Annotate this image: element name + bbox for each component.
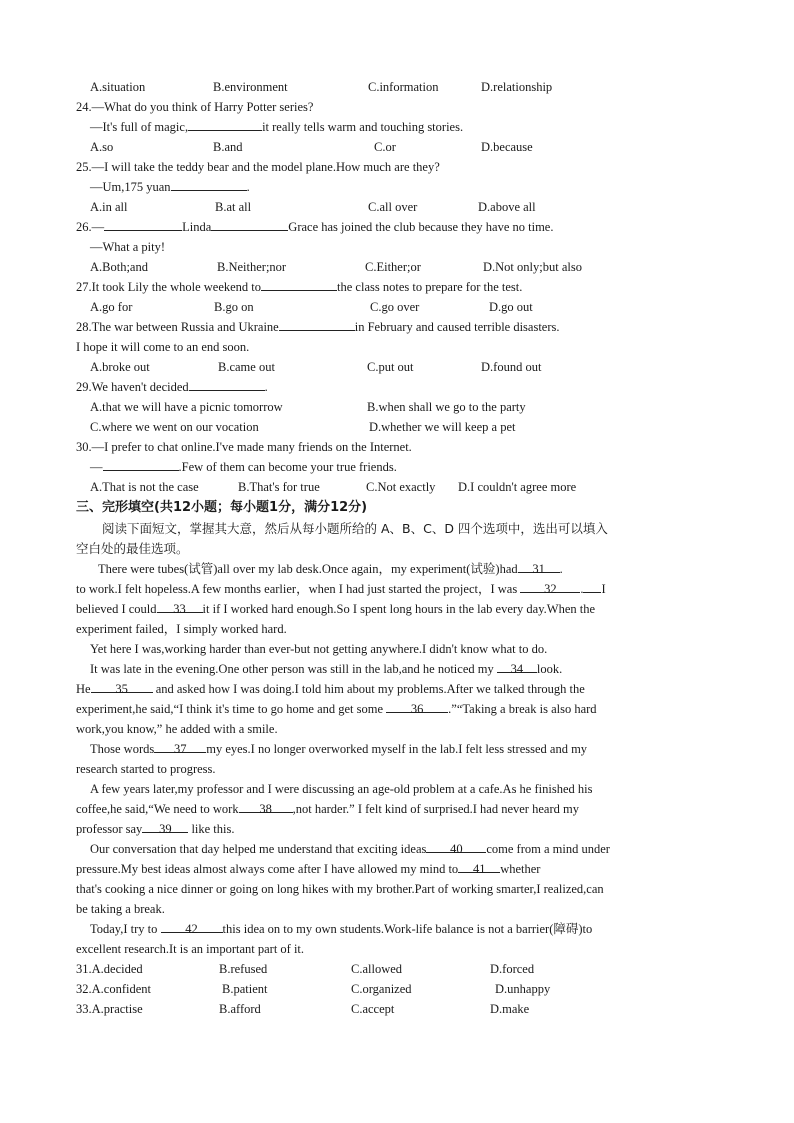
option-b: B.Neither;nor bbox=[217, 260, 287, 274]
passage-text: pressure.My best ideas almost always come after I have allowed my mind to bbox=[76, 862, 459, 876]
q26-stem bbox=[76, 217, 676, 237]
passage-text: this idea on to my own students.Work-life balance is not a barrier(障碍)to bbox=[222, 922, 593, 936]
blank-34: 34 bbox=[497, 659, 537, 673]
q28-stem-a: 28.The war between Russia and Ukraine bbox=[76, 320, 279, 334]
option-a: A.go for bbox=[90, 300, 133, 314]
answer-blank bbox=[189, 377, 265, 391]
blank-42: 42 bbox=[161, 919, 223, 933]
q29-options-row2 bbox=[76, 417, 676, 437]
option-c: C.information bbox=[368, 80, 439, 94]
passage-text: professor say bbox=[76, 822, 143, 836]
passage-text: experiment,he said,“I think it's time to go home and get some bbox=[76, 702, 384, 716]
passage-line: that's cooking a nice dinner or going on long hikes with my brother.Part of working smarter,I realized,can bbox=[76, 882, 604, 896]
passage-line: excellent research.It is an important part of it. bbox=[76, 942, 305, 956]
blank-33: 33 bbox=[157, 599, 203, 613]
passage-text: Our conversation that day helped me understand that exciting ideas bbox=[90, 842, 427, 856]
passage-line: Yet here I was,working harder than ever-but not getting anywhere.I didn't know what to do. bbox=[90, 642, 548, 656]
q26-stem-b: Linda bbox=[182, 220, 212, 234]
passage-text: it if I worked hard enough.So I spent long hours in the lab every day.When the bbox=[202, 602, 596, 616]
passage-text: and asked how I was doing.I told him about my problems.After we talked through the bbox=[155, 682, 585, 696]
passage-line: A few years later,my professor and I were discussing an age-old problem at a cafe.As he finished his bbox=[90, 782, 593, 796]
blank-41: 41 bbox=[458, 859, 500, 873]
q29-options-row1 bbox=[76, 397, 676, 417]
option-d: D.because bbox=[481, 140, 533, 154]
q25-options bbox=[76, 197, 676, 217]
option-b: B.environment bbox=[213, 80, 288, 94]
passage-line bbox=[76, 599, 676, 619]
passage-line bbox=[76, 659, 676, 679]
q30-reply bbox=[76, 457, 676, 477]
option-c: C.go over bbox=[370, 300, 420, 314]
option-b: B.and bbox=[213, 140, 243, 154]
blank-32: 32 bbox=[520, 579, 580, 593]
passage-line bbox=[76, 699, 676, 719]
answer-blank bbox=[211, 217, 288, 231]
option-a: A.Both;and bbox=[90, 260, 148, 274]
option-d: D.found out bbox=[481, 360, 542, 374]
exam-page bbox=[76, 77, 676, 1019]
q25-reply-b: . bbox=[246, 180, 250, 194]
option-a: A.broke out bbox=[90, 360, 150, 374]
q33-options bbox=[76, 999, 676, 1019]
passage-line: experiment failed，I simply worked hard. bbox=[76, 622, 287, 636]
option-a: A.that we will have a picnic tomorrow bbox=[90, 400, 283, 414]
passage-text: come from a mind under bbox=[486, 842, 610, 856]
q27-options bbox=[76, 297, 676, 317]
option-b: B.when shall we go to the party bbox=[367, 400, 526, 414]
passage-line bbox=[76, 799, 676, 819]
q27-stem bbox=[76, 277, 676, 297]
blank-40: 40 bbox=[426, 839, 486, 853]
passage-text: He bbox=[76, 682, 91, 696]
passage-text: coffee,he said,“We need to work bbox=[76, 802, 239, 816]
option-d: D.whether we will keep a pet bbox=[369, 420, 516, 434]
passage-text: my eyes.I no longer overworked myself in the lab.I felt less stressed and my bbox=[206, 742, 588, 756]
q25-reply-a: —Um,175 yuan bbox=[90, 180, 171, 194]
blank-36: 36 bbox=[386, 699, 448, 713]
passage-line bbox=[76, 839, 676, 859]
option-d: D.go out bbox=[489, 300, 533, 314]
q27-stem-a: 27.It took Lily the whole weekend to bbox=[76, 280, 262, 294]
option-b: B.patient bbox=[222, 982, 268, 996]
q26-reply: —What a pity! bbox=[90, 240, 165, 254]
q28-options bbox=[76, 357, 676, 377]
q30-reply-b: .Few of them can become your true friends. bbox=[178, 460, 397, 474]
q25-stem: 25.—I will take the teddy bear and the model plane.How much are they? bbox=[76, 160, 440, 174]
option-c: C.or bbox=[374, 140, 396, 154]
q32-options bbox=[76, 979, 676, 999]
passage-text: believed I could bbox=[76, 602, 157, 616]
blank-37: 37 bbox=[154, 739, 206, 753]
q28-stem-cont: I hope it will come to an end soon. bbox=[76, 340, 250, 354]
answer-blank bbox=[279, 317, 355, 331]
passage-line bbox=[76, 679, 676, 699]
option-a: A.in all bbox=[90, 200, 128, 214]
option-a: 32.A.confident bbox=[76, 982, 151, 996]
option-b: B.came out bbox=[218, 360, 275, 374]
option-b: B.go on bbox=[214, 300, 254, 314]
q24-reply bbox=[76, 117, 676, 137]
passage-text: ,not harder.” I felt kind of surprised.I had never heard my bbox=[292, 802, 579, 816]
option-d: D.relationship bbox=[481, 80, 553, 94]
passage-line bbox=[76, 819, 676, 839]
passage-text: . bbox=[580, 582, 584, 596]
option-d: D.Not only;but also bbox=[483, 260, 582, 274]
option-b: B.That's for true bbox=[238, 480, 320, 494]
answer-blank bbox=[103, 457, 179, 471]
q29-stem-b: . bbox=[264, 380, 268, 394]
option-a: 33.A.practise bbox=[76, 1002, 143, 1016]
q24-stem: 24.—What do you think of Harry Potter series? bbox=[76, 100, 314, 114]
option-c: C.organized bbox=[351, 982, 412, 996]
q23-options bbox=[76, 77, 676, 97]
blank-31: 31 bbox=[518, 559, 560, 573]
q31-options bbox=[76, 959, 676, 979]
option-d: D.forced bbox=[490, 962, 535, 976]
q24-options bbox=[76, 137, 676, 157]
answer-blank bbox=[261, 277, 337, 291]
q26-stem-c: Grace has joined the club because they have no time. bbox=[288, 220, 554, 234]
option-a: 31.A.decided bbox=[76, 962, 143, 976]
option-d: D.unhappy bbox=[495, 982, 551, 996]
passage-line bbox=[76, 739, 676, 759]
blank-35: 35 bbox=[91, 679, 153, 693]
passage-line bbox=[76, 579, 676, 599]
option-d: D.above all bbox=[478, 200, 536, 214]
option-c: C.where we went on our vocation bbox=[90, 420, 259, 434]
passage-line bbox=[76, 919, 676, 939]
answer-blank bbox=[171, 177, 247, 191]
passage-line bbox=[76, 859, 676, 879]
q30-stem: 30.—I prefer to chat online.I've made many friends on the Internet. bbox=[76, 440, 412, 454]
passage-line bbox=[76, 559, 676, 579]
passage-text: .”“Taking a break is also hard bbox=[448, 702, 597, 716]
answer-blank bbox=[583, 579, 601, 593]
q25-reply bbox=[76, 177, 676, 197]
q29-stem bbox=[76, 377, 676, 397]
q24-reply-a: —It's full of magic, bbox=[90, 120, 189, 134]
option-c: C.Not exactly bbox=[366, 480, 436, 494]
passage-text: It was late in the evening.One other person was still in the lab,and he noticed my bbox=[90, 662, 494, 676]
passage-text: look. bbox=[536, 662, 563, 676]
q27-stem-b: the class notes to prepare for the test. bbox=[337, 280, 523, 294]
option-c: C.accept bbox=[351, 1002, 395, 1016]
option-d: D.I couldn't agree more bbox=[458, 480, 577, 494]
passage-text: There were tubes(试管)all over my lab desk.Once again，my experiment(试验)had bbox=[98, 562, 518, 576]
q28-stem-b: in February and caused terrible disasters. bbox=[354, 320, 560, 334]
blank-38: 38 bbox=[239, 799, 293, 813]
option-a: A.situation bbox=[90, 80, 146, 94]
passage-line: be taking a break. bbox=[76, 902, 165, 916]
q26-options bbox=[76, 257, 676, 277]
option-b: B.afford bbox=[219, 1002, 261, 1016]
passage-text: I bbox=[601, 582, 606, 596]
option-a: A.That is not the case bbox=[90, 480, 199, 494]
passage-text: to work.I felt hopeless.A few months earlier，when I had just started the project，I was bbox=[76, 582, 518, 596]
section-title: 三、完形填空(共12小题；每小题1分，满分12分) bbox=[76, 500, 368, 515]
answer-blank bbox=[188, 117, 262, 131]
option-b: B.at all bbox=[215, 200, 252, 214]
option-b: B.refused bbox=[219, 962, 268, 976]
q26-stem-a: 26.— bbox=[76, 220, 105, 234]
passage-line: research started to progress. bbox=[76, 762, 216, 776]
blank-39: 39 bbox=[142, 819, 188, 833]
passage-text: Today,I try to bbox=[90, 922, 158, 936]
answer-blank bbox=[104, 217, 182, 231]
passage-text: . bbox=[559, 562, 563, 576]
q30-reply-a: — bbox=[90, 460, 103, 474]
q29-stem-a: 29.We haven't decided bbox=[76, 380, 189, 394]
q28-stem bbox=[76, 317, 676, 337]
option-c: C.all over bbox=[368, 200, 418, 214]
option-c: C.put out bbox=[367, 360, 414, 374]
section-instruction-cont: 空白处的最佳选项。 bbox=[76, 541, 189, 556]
passage-text: Those words bbox=[90, 742, 155, 756]
q30-options bbox=[76, 477, 676, 497]
option-c: C.Either;or bbox=[365, 260, 421, 274]
section-instruction: 阅读下面短文，掌握其大意，然后从每小题所给的 A、B、C、D 四个选项中，选出可以填入 bbox=[102, 521, 608, 536]
passage-line: work,you know,” he added with a smile. bbox=[76, 722, 278, 736]
option-a: A.so bbox=[90, 140, 114, 154]
option-d: D.make bbox=[490, 1002, 530, 1016]
q24-reply-b: it really tells warm and touching stories. bbox=[262, 120, 464, 134]
passage-text: like this. bbox=[191, 822, 235, 836]
passage-text: whether bbox=[500, 862, 541, 876]
option-c: C.allowed bbox=[351, 962, 403, 976]
